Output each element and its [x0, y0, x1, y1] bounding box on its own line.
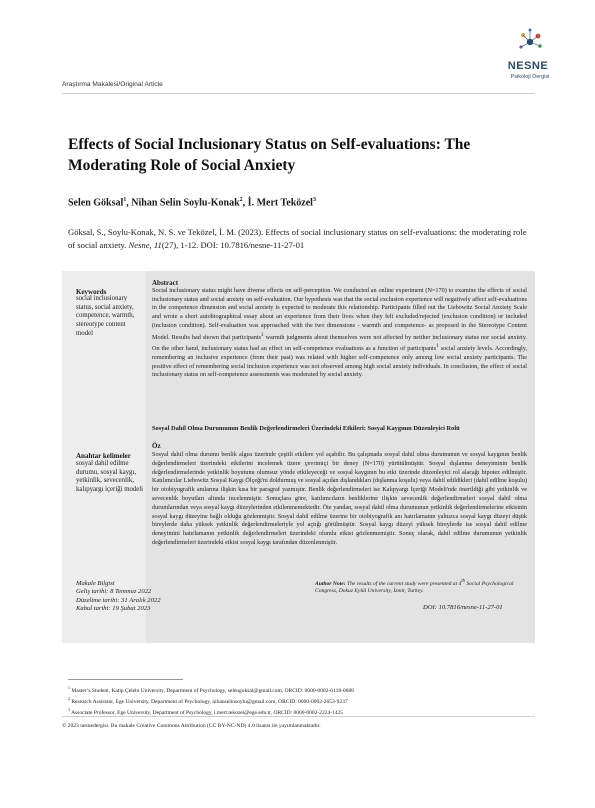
author-separator: ,	[242, 197, 248, 209]
author-mark: 3	[312, 197, 316, 203]
citation-text: (27), 1-12. DOI: 10.7816/nesne-11-27-01	[161, 239, 305, 250]
abstract-part: Social inclusionary status might have diverse effects on self-perception. We conducted an online experiment (N=170) to examine the effects of social inclusionary status and social anxiety on self-evaluation. Our hypothesis was that the social exclusion experience will negatively affect self-evaluations in the competence dimension and social anxiety is expected to moderate this relationship. Participants filled out the Liebowitz Social Anxiety Scale and wrote a short autobiographical essay about an experience from their lives when they felt excluded/rejected (exclusion condition) or included (inclusion condition). Self-evaluation was approached with the two dimensions - warmth and competence- as proposed in the Stereotype Content Model. Results had shown that participants	[152, 287, 527, 341]
footnote: $^3$ Associate Professor, Ege University, Department of Psychology, i.mert.tekozel@ege.edu.tr, ORCID: 0000-0002-2224-1425	[68, 707, 344, 716]
oz-heading: Öz	[152, 442, 161, 450]
footnote: $^1$ Master’s Student, Katip Çelebi University, Department of Psychology, selengoksal@gmail.com, ORCID: 0000-0002-6118-0688	[68, 685, 354, 694]
anahtar-kelimeler-list: sosyal dahil edilme durumu, sosyal kaygı, yetkinlik, sevecenlik, kalıpyargı içeriği modeli	[76, 460, 144, 494]
author-note-sup: th	[461, 579, 465, 584]
paper-title: Effects of Social Inclusionary Status on Self-evaluations: The Moderating Role of Social Anxiety	[68, 136, 471, 174]
logo-subtitle: Psikoloji Dergisi	[510, 74, 550, 80]
anahtar-kelimeler-heading: Anahtar kelimeler	[76, 452, 131, 460]
received-date: Geliş tarihi: 8 Temmuz 2022	[76, 588, 152, 596]
author-note	[315, 578, 527, 595]
author-separator: ,	[126, 197, 132, 209]
author-mark: 2	[239, 197, 243, 203]
author-name: İ. Mert Teközel	[247, 197, 313, 209]
abstract-part: social anxiety levels. Accordingly, remembering an inclusive experience (from their past) was related with higher self-competence only among low social anxiety participants. The positive effect of remembering social inclusion experience was not observed among high social anxiety individuals. In conclusion, the effect of social inclusionary status on self-competence assessments was moderated by social anxiety.	[152, 345, 527, 379]
copyright: © 2023 nesnedergisi. Bu makale Creative Commons Attribution (CC BY-NC-ND) 4.0 lisansı ile yayımlanmaktadır.	[62, 723, 321, 729]
abstract-heading: Abstract	[152, 279, 179, 287]
oz-text: Sosyal dahil olma durumu benlik algısı üzerinde çeşitli etkilere yol açabilir. Bu çalışmada sosyal dahil olma durumunun ve sosyal kaygının benlik değerlendirmeleri üzerindeki etkilerini incelemek üzere çevrimiçi bir deney (N=170) yürütülmüştür. Sosyal dışlanma deneyiminin benlik değerlendirmelerinde yetkinlik boyutunu olumsuz yönde etkileyeceği ve sosyal kaygının bu etki üzerinde düzenleyici rol alacağı hipotez edilmiştir. Katılımcılar Liebowitz Sosyal Kaygı Ölçeği'ni doldurmuş ve sosyal açıdan dışlandıkları (dışlanma koşulu) veya dahil edildikleri (dahil edilme koşulu) bir otobiyografik anılarına ilişkin kısa bir paragraf yazmıştır. Benlik değerlendirmeleri ise Kalıpyargı İçeriği Modeli'nde önerildiği gibi yetkinlik ve sevecenlik boyutları altında incelenmiştir. Sonuçlara göre, katılımcıların benliklerine ilişkin sevecenlik değerlendirmeleri sosyal dahil olma durumlarından veya sosyal kaygı düzeylerinden etkilenmemektedir. Öte yandan, sosyal dahil olma durumunun yetkinlik değerlendirmelerine etkisinin sosyal kaygı düzeyine bağlı olduğu gözlenmiştir. Sosyal dahil edilme üzerine bir otobiyografik anı hatırlamanın yalnızca sosyal kaygı düzeyi düşük bireylerde daha yüksek yetkinlik değerlendirmeleriyle yol açtığı görülmüştür. Sosyal kaygı düzeyi yüksek bireylerde ise sosyal dahil edilme deneyimini hatırlamanın yetkinlik değerlendirmeleri üzerindeki olumlu etkisi gözlenmemiştir. Sonuç olarak, dahil edilme durumunun yetkinlik değerlendirmeleri üzerindeki etkisi sosyal kaygı tarafından düzenlenmiştir.	[152, 451, 527, 546]
author-note-text: The results of the current study were presented at 4	[345, 580, 462, 587]
doi: DOI: 10.7816/nesne-11-27-01	[423, 604, 503, 611]
journal-logo	[504, 24, 552, 84]
turkish-title: Sosyal Dahil Olma Durumunun Benlik Değerlendirmeleri Üzerindeki Etkileri: Sosyal Kaygının Düzenleyici Rolü	[152, 425, 460, 432]
article-type: Araştırma Makalesi/Original Article	[62, 81, 163, 88]
abstract-text: Social inclusionary status might have diverse effects on self-perception. We conducted an online experiment (N=170) to examine the effects of social inclusionary status and social anxiety on self-evaluation. Our hypothesis was that the social exclusion experience will negatively affect self-evaluations in the competence dimension and social anxiety is expected to moderate this relationship. Participants filled out the Liebowitz Social Anxiety Scale and wrote a short autobiographical essay about an experience from their lives when they felt excluded/rejected (exclusion condition) or included (inclusion condition). Self-evaluation was approached with the two dimensions - warmth and competence- as proposed in the Stereotype Content Model. Results had shown that participants$^1$ warmth judgments about themselves were not affected by neither inclusionary status nor social anxiety. On the other hand, inclusionary status had an effect on self-competence evaluations as a function of participants$^1$ social anxiety levels. Accordingly, remembering an inclusive experience (from their past) was related with higher self-competence only among low social anxiety participants. The positive effect of remembering social inclusion experience was not observed among high social anxiety individuals. In conclusion, the effect of social inclusionary status on self-competence assessments was moderated by social anxiety.	[152, 287, 527, 379]
footer-divider	[62, 716, 535, 717]
author-note-text: Social Psychological Congress, Dokuz Eylül University, İzmir, Turkey.	[315, 580, 514, 595]
accepted-date: Kabul tarihi: 19 Şubat 2023	[76, 604, 151, 612]
header-divider	[62, 93, 535, 94]
keywords-heading: Keywords	[76, 288, 107, 296]
footnotes	[68, 684, 538, 717]
abstract-part: warmth judgments about themselves were not affected by neither inclusionary status nor social anxiety. On the other hand, inclusionary status had an effect on self-competence evaluations as a function of participants	[152, 333, 527, 353]
author-mark: 1	[123, 197, 127, 203]
article-info-heading: Makale Bilgisi	[76, 580, 115, 587]
footnote: $^2$ Research Assistant, Ege University, Department of Psychology, nihanselinsoylu@gmail.com, ORCID: 0000-0002-2653-9237	[68, 696, 348, 705]
article-info	[76, 580, 161, 613]
revised-date: Düzeltme tarihi: 31 Aralık 2022	[76, 596, 161, 604]
footnote-divider	[68, 679, 183, 680]
citation	[68, 226, 533, 251]
author-name: Selen Göksal	[68, 197, 124, 209]
keywords-list: social inclusionary status, social anxiety, competence, warmth, stereotype content model	[76, 295, 135, 337]
author-list	[68, 197, 316, 208]
author-name: Nihan Selin Soylu-Konak	[131, 197, 240, 209]
nesne-logo-icon	[510, 24, 550, 64]
logo-title: NESNE	[507, 60, 549, 72]
citation-text: Göksal, S., Soylu-Konak, N. S. ve Teközel, İ. M. (2023). Effects of social inclusionary status on self-evaluations: the moderating role of social anxiety.	[68, 227, 527, 250]
author-note-label: Author Note:	[315, 580, 346, 587]
citation-journal: Nesne, 11	[128, 239, 162, 250]
